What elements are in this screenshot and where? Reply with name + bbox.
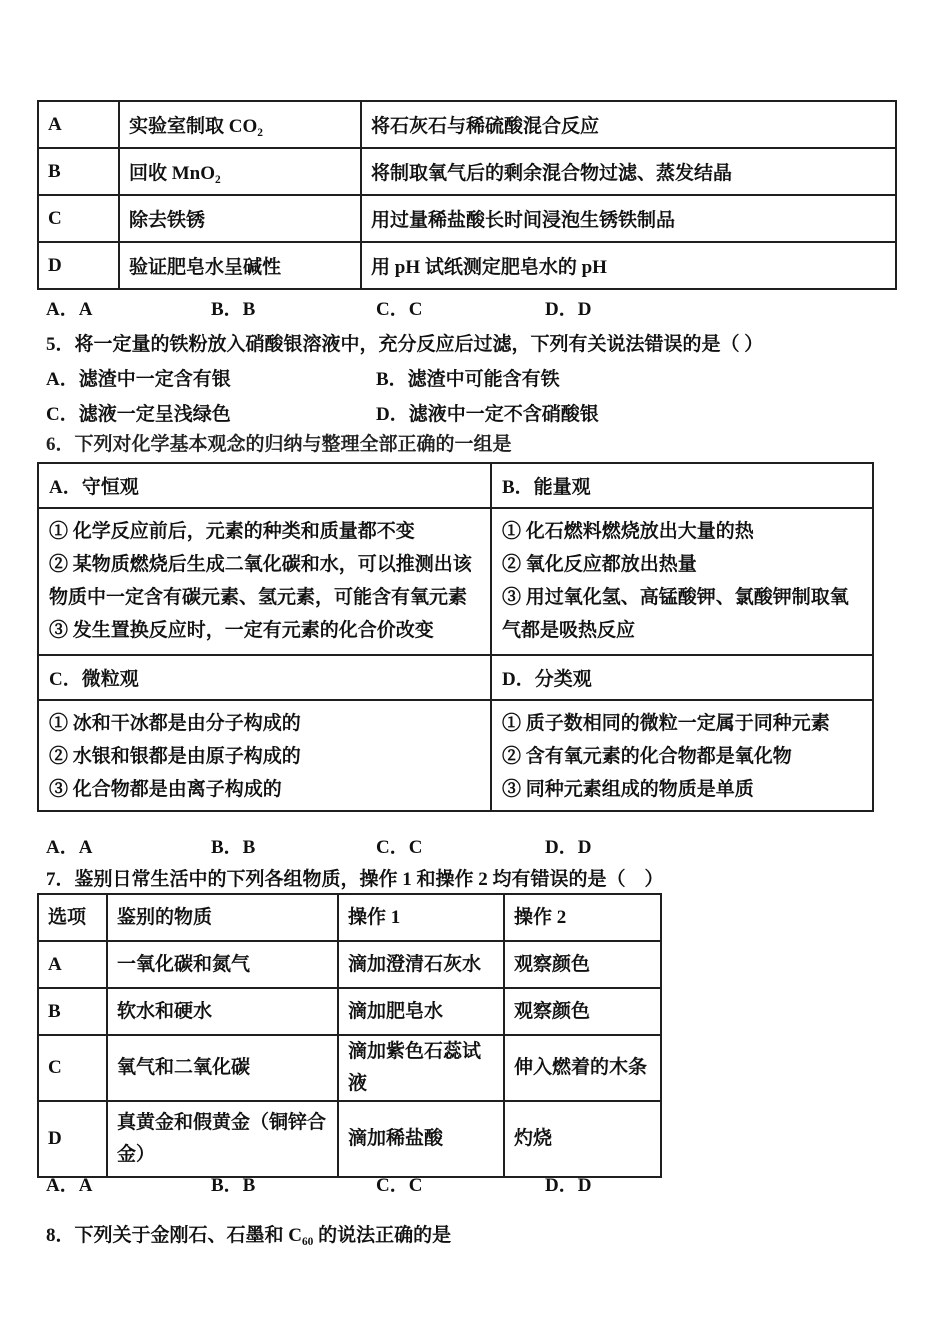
table-row [38,655,873,700]
op2-cell: 观察颜色 [504,988,661,1035]
question6-stem: 6．下列对化学基本观念的归纳与整理全部正确的一组是 [46,434,512,455]
op2-cell: 伸入燃着的木条 [504,1035,661,1101]
concept-b-items-cell [491,508,873,655]
question7-stem: 7．鉴别日常生活中的下列各组物质，操作 1 和操作 2 均有错误的是（ ） [46,869,664,890]
answer-option-c: C．C [376,1175,423,1196]
answer-option-d: D．D [545,837,592,858]
list-item: ② 某物质燃烧后生成二氧化碳和水，可以推测出该物质中一定含有碳元素、氢元素，可能含有氧元素 [49,554,472,608]
table-row [38,508,873,655]
q5-option-d: D．滤液中一定不含硝酸银 [376,404,599,425]
answer-option-c: C．C [376,837,423,858]
list-item: ① 化学反应前后，元素的种类和质量都不变 [49,521,415,542]
list-item: ③ 用过氧化氢、高锰酸钾、氯酸钾制取氧气都是吸热反应 [502,587,849,641]
concept-b-header-cell: B．能量观 [491,463,873,508]
list-item: ① 化石燃料燃烧放出大量的热 [502,521,754,542]
answer-option-a: A．A [46,1175,93,1196]
answer-option-d: D．D [545,1175,592,1196]
header-op1-cell: 操作 1 [338,894,504,941]
table-row [38,101,896,148]
method-cell: 用 pH 试纸测定肥皂水的 pH [361,242,896,289]
q5-option-b: B．滤渣中可能含有铁 [376,369,560,390]
answer-option-a: A．A [46,299,93,320]
list-item: ① 质子数相同的微粒一定属于同种元素 [502,713,830,734]
table-row [38,700,873,811]
table-row [38,463,873,508]
header-substances-cell: 鉴别的物质 [107,894,338,941]
list-item: ② 水银和银都是由原子构成的 [49,746,301,767]
op1-cell: 滴加肥皂水 [338,988,504,1035]
list-item: ③ 发生置换反应时，一定有元素的化合价改变 [49,620,434,641]
list-item: ② 含有氧元素的化合物都是氧化物 [502,746,792,767]
question5-options-row2 [0,399,950,425]
table-row [38,1101,661,1177]
table-row [38,148,896,195]
table-row [38,242,896,289]
op1-cell: 滴加紫色石蕊试液 [338,1035,504,1101]
task-cell: 除去铁锈 [119,195,361,242]
concept-d-items-cell [491,700,873,811]
answer-row-q4 [0,294,950,318]
q5-option-a: A．滤渣中一定含有银 [46,369,231,390]
answer-option-b: B．B [211,1175,256,1196]
table-row [38,1035,661,1101]
list-item: ③ 化合物都是由离子构成的 [49,779,282,800]
concept-d-header-cell: D．分类观 [491,655,873,700]
concept-a-items-cell [38,508,491,655]
header-op2-cell: 操作 2 [504,894,661,941]
method-cell: 将制取氧气后的剩余混合物过滤、蒸发结晶 [361,148,896,195]
option-label-cell: C [38,1035,107,1101]
q5-option-c: C．滤液一定呈浅绿色 [46,404,231,425]
substances-cell: 一氧化碳和氮气 [107,941,338,988]
task-cell: 验证肥皂水呈碱性 [119,242,361,289]
table-row [38,941,661,988]
header-option-cell: 选项 [38,894,107,941]
answer-option-b: B．B [211,299,256,320]
op1-cell: 滴加稀盐酸 [338,1101,504,1177]
answer-option-a: A．A [46,837,93,858]
option-label-cell: D [38,1101,107,1177]
answer-row-q6 [0,832,950,856]
task-cell: 实验室制取 CO₂ [119,101,361,148]
substances-cell: 氧气和二氧化碳 [107,1035,338,1101]
list-item: ③ 同种元素组成的物质是单质 [502,779,754,800]
method-cell: 用过量稀盐酸长时间浸泡生锈铁制品 [361,195,896,242]
table-header-row [38,894,661,941]
option-label-cell: A [38,941,107,988]
concept-a-header-cell: A．守恒观 [38,463,491,508]
question7-table [37,893,662,1178]
question8-stem: 8．下列关于金刚石、石墨和 C₆₀ 的说法正确的是 [46,1225,452,1246]
question5-options-row1 [0,364,950,390]
question6-table [37,462,874,812]
concept-c-items-cell [38,700,491,811]
table-row [38,195,896,242]
option-label-cell: B [38,148,119,195]
answer-row-q7 [0,1170,950,1194]
task-cell: 回收 MnO₂ [119,148,361,195]
option-label-cell: B [38,988,107,1035]
op2-cell: 观察颜色 [504,941,661,988]
answer-option-b: B．B [211,837,256,858]
option-label-cell: C [38,195,119,242]
option-label-cell: A [38,101,119,148]
concept-c-header-cell: C．微粒观 [38,655,491,700]
list-item: ① 冰和干冰都是由分子构成的 [49,713,301,734]
list-item: ② 氧化反应都放出热量 [502,554,697,575]
answer-option-c: C．C [376,299,423,320]
question5-stem: 5．将一定量的铁粉放入硝酸银溶液中，充分反应后过滤，下列有关说法错误的是（ ） [46,334,764,355]
table-row [38,988,661,1035]
question4-table [37,100,897,290]
substances-cell: 真黄金和假黄金（铜锌合金） [107,1101,338,1177]
op1-cell: 滴加澄清石灰水 [338,941,504,988]
op2-cell: 灼烧 [504,1101,661,1177]
answer-option-d: D．D [545,299,592,320]
substances-cell: 软水和硬水 [107,988,338,1035]
option-label-cell: D [38,242,119,289]
method-cell: 将石灰石与稀硫酸混合反应 [361,101,896,148]
